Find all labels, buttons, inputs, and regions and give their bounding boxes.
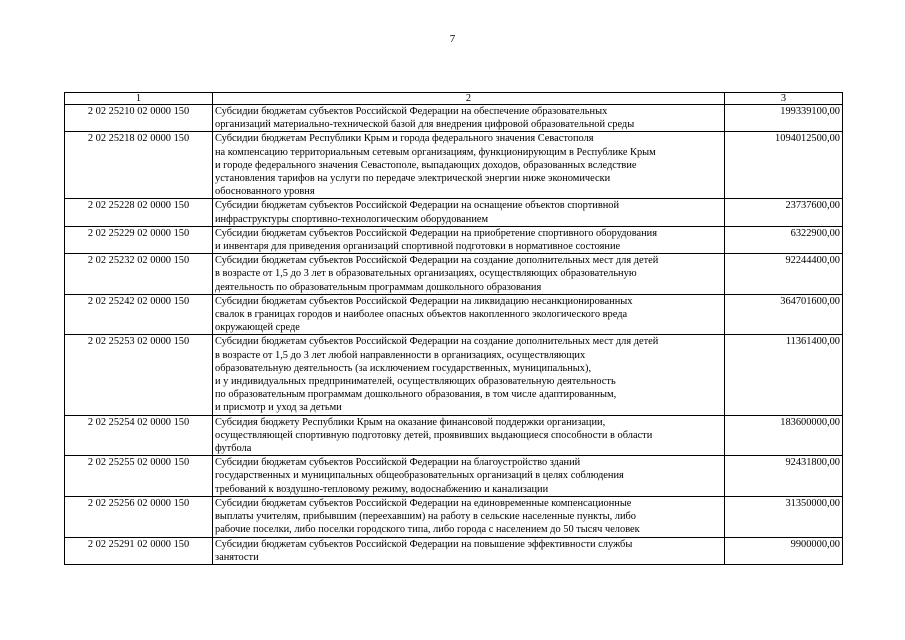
budget-table	[64, 92, 843, 565]
budget-code: 2 02 25229 02 0000 150	[65, 226, 213, 253]
table-row	[65, 294, 843, 335]
subsidy-description: Субсидии бюджетам субъектов Российской Федерации на ликвидацию несанкционированных свалок в границах городов и наиболее опасных объектов накопленного экологического вреда окружающей среде	[213, 294, 725, 335]
budget-code: 2 02 25256 02 0000 150	[65, 496, 213, 537]
subsidy-amount: 92244400,00	[725, 254, 843, 295]
subsidy-description: Субсидии бюджетам субъектов Российской Федерации на оснащение объектов спортивной инфраструктуры спортивно-технологическим оборудованием	[213, 199, 725, 226]
subsidy-description: Субсидии бюджетам Республики Крым и города федерального значения Севастополя на компенсацию территориальным сетевым организациям, функционирующим в Республике Крым и городе федерального значения Севастополе, выпадающих доходов, образованных вследствие установления тарифов на услуги по передаче электрической энергии ниже экономически обоснованного уровня	[213, 132, 725, 199]
page-number: 7	[449, 33, 456, 45]
subsidy-description: Субсидия бюджету Республики Крым на оказание финансовой поддержки организации, осуществляющей спортивную подготовку детей, проявивших выдающиеся способности в области футбола	[213, 415, 725, 456]
subsidy-description: Субсидии бюджетам субъектов Российской Федерации на благоустройство зданий государственных и муниципальных общеобразовательных организаций в целях соблюдения требований к воздушно-тепловому режиму, водоснабжению и канализации	[213, 456, 725, 497]
column-header-code: 1	[65, 93, 213, 105]
subsidy-amount: 92431800,00	[725, 456, 843, 497]
table-row	[65, 226, 843, 253]
budget-code: 2 02 25228 02 0000 150	[65, 199, 213, 226]
budget-code: 2 02 25253 02 0000 150	[65, 335, 213, 415]
column-header-amount: 3	[725, 93, 843, 105]
subsidy-amount: 9900000,00	[725, 537, 843, 564]
subsidy-amount: 11361400,00	[725, 335, 843, 415]
subsidy-amount: 6322900,00	[725, 226, 843, 253]
subsidy-amount: 364701600,00	[725, 294, 843, 335]
table-row	[65, 537, 843, 564]
subsidy-amount: 199339100,00	[725, 105, 843, 132]
column-header-description: 2	[213, 93, 725, 105]
table-row	[65, 199, 843, 226]
table-row	[65, 335, 843, 415]
table-row	[65, 254, 843, 295]
subsidy-description: Субсидии бюджетам субъектов Российской Федерации на создание дополнительных мест для детей в возрасте от 1,5 до 3 лет любой направленности в организациях, осуществляющих образовательную деятельность (за исключением государственных, муниципальных), и у индивидуальных предпринимателей, осуществляющих образовательную деятельность по образовательным программам дошкольного образования, в том числе адаптированным, и присмотр и уход за детьми	[213, 335, 725, 415]
table-row	[65, 496, 843, 537]
table-row	[65, 456, 843, 497]
subsidy-description: Субсидии бюджетам субъектов Российской Федерации на обеспечение образовательных организаций материально-технической базой для внедрения цифровой образовательной среды	[213, 105, 725, 132]
subsidy-amount: 31350000,00	[725, 496, 843, 537]
subsidy-amount: 23737600,00	[725, 199, 843, 226]
budget-code: 2 02 25210 02 0000 150	[65, 105, 213, 132]
subsidy-amount: 1094012500,00	[725, 132, 843, 199]
table-row	[65, 132, 843, 199]
subsidy-amount: 183600000,00	[725, 415, 843, 456]
budget-code: 2 02 25232 02 0000 150	[65, 254, 213, 295]
subsidy-description: Субсидии бюджетам субъектов Российской Федерации на повышение эффективности службы занятости	[213, 537, 725, 564]
budget-code: 2 02 25291 02 0000 150	[65, 537, 213, 564]
table-row	[65, 415, 843, 456]
subsidy-description: Субсидии бюджетам субъектов Российской Федерации на приобретение спортивного оборудования и инвентаря для приведения организаций спортивной подготовки в нормативное состояние	[213, 226, 725, 253]
budget-code: 2 02 25254 02 0000 150	[65, 415, 213, 456]
header-row	[65, 93, 843, 105]
subsidy-description: Субсидии бюджетам субъектов Российской Федерации на создание дополнительных мест для детей в возрасте от 1,5 до 3 лет в образовательных организациях, осуществляющих образовательную деятельность по образовательным программам дошкольного образования	[213, 254, 725, 295]
budget-code: 2 02 25255 02 0000 150	[65, 456, 213, 497]
table-row	[65, 105, 843, 132]
budget-code: 2 02 25218 02 0000 150	[65, 132, 213, 199]
budget-code: 2 02 25242 02 0000 150	[65, 294, 213, 335]
subsidy-description: Субсидии бюджетам субъектов Российской Федерации на единовременные компенсационные выплаты учителям, прибывшим (переехавшим) на работу в сельские населенные пункты, либо рабочие поселки, либо поселки городского типа, либо города с населением до 50 тысяч человек	[213, 496, 725, 537]
